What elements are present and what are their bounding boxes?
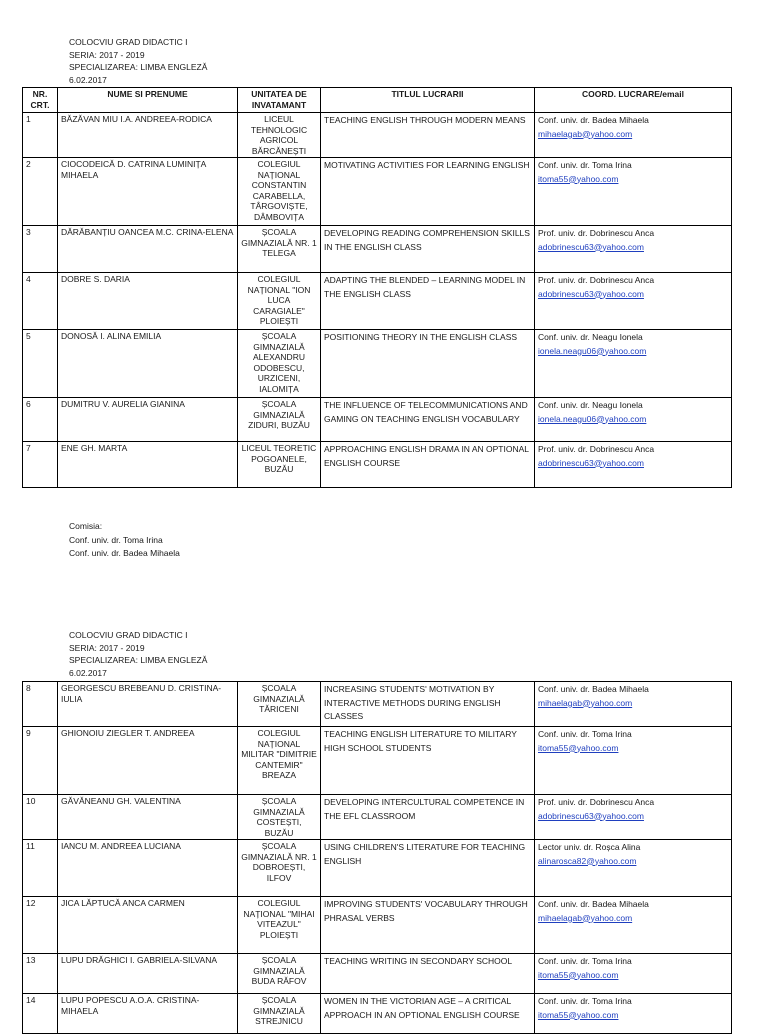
table-row	[23, 795, 732, 840]
row-nr: 1	[23, 113, 58, 158]
table-row	[23, 113, 732, 158]
row-title: MOTIVATING ACTIVITIES FOR LEARNING ENGLISH	[321, 158, 535, 226]
row-unit: ȘCOALA GIMNAZIALĂ STREJNICU	[238, 994, 321, 1034]
coordinator-name: Conf. univ. dr. Toma Irina	[538, 160, 632, 170]
row-title: IMPROVING STUDENTS' VOCABULARY THROUGH PHRASAL VERBS	[321, 897, 535, 954]
document-header-repeat	[69, 629, 207, 679]
row-nr: 12	[23, 897, 58, 954]
row-unit: COLEGIUL NAȚIONAL "ION LUCA CARAGIALE" PLOIEȘTI	[238, 273, 321, 330]
coordinator-email-link[interactable]: adobrinescu63@yahoo.com	[538, 288, 644, 299]
candidates-table-2	[22, 681, 732, 1034]
header-specializarea: SPECIALIZAREA: LIMBA ENGLEZĂ	[69, 62, 208, 72]
row-nr: 9	[23, 727, 58, 795]
row-title: TEACHING ENGLISH LITERATURE TO MILITARY HIGH SCHOOL STUDENTS	[321, 727, 535, 795]
header-seria: SERIA: 2017 - 2019	[69, 642, 145, 653]
coordinator-name: Prof. univ. dr. Dobrinescu Anca	[538, 228, 655, 238]
row-title: POSITIONING THEORY IN THE ENGLISH CLASS	[321, 330, 535, 398]
coordinator-name: Conf. univ. dr. Badea Mihaela	[538, 115, 649, 125]
row-coordinator	[535, 682, 732, 727]
row-nr: 6	[23, 398, 58, 442]
row-nr: 13	[23, 954, 58, 994]
table-row	[23, 226, 732, 273]
coordinator-email-link[interactable]: itoma55@yahoo.com	[538, 173, 619, 184]
coordinator-email-link[interactable]: adobrinescu63@yahoo.com	[538, 810, 644, 821]
row-coordinator	[535, 226, 732, 273]
column-header-title: TITLUL LUCRARII	[321, 88, 535, 113]
table-row	[23, 442, 732, 488]
row-coordinator	[535, 273, 732, 330]
row-unit: COLEGIUL NAȚIONAL "MIHAI VITEAZUL" PLOIEȘTI	[238, 897, 321, 954]
row-nr: 14	[23, 994, 58, 1034]
table-row	[23, 330, 732, 398]
table-row	[23, 840, 732, 897]
header-seria: SERIA: 2017 - 2019	[69, 49, 145, 60]
row-title: TEACHING WRITING IN SECONDARY SCHOOL	[321, 954, 535, 994]
row-coordinator	[535, 954, 732, 994]
row-nr: 11	[23, 840, 58, 897]
commission-member: Conf. univ. dr. Badea Mihaela	[69, 548, 180, 558]
row-name: GHIONOIU ZIEGLER T. ANDREEA	[58, 727, 238, 795]
commission-block	[69, 520, 180, 561]
row-nr: 3	[23, 226, 58, 273]
row-coordinator	[535, 897, 732, 954]
row-title: THE INFLUENCE OF TELECOMMUNICATIONS AND GAMING ON TEACHING ENGLISH VOCABULARY	[321, 398, 535, 442]
table-row	[23, 897, 732, 954]
coordinator-name: Prof. univ. dr. Dobrinescu Anca	[538, 797, 655, 807]
table-header-row	[23, 88, 732, 113]
row-name: LUPU POPESCU A.O.A. CRISTINA-MIHAELA	[58, 994, 238, 1034]
row-coordinator	[535, 113, 732, 158]
coordinator-name: Conf. univ. dr. Neagu Ionela	[538, 400, 643, 410]
header-specializarea: SPECIALIZAREA: LIMBA ENGLEZĂ	[69, 655, 208, 665]
row-unit: ȘCOALA GIMNAZIALĂ BUDA RĂFOV	[238, 954, 321, 994]
row-name: GEORGESCU BREBEANU D. CRISTINA-IULIA	[58, 682, 238, 727]
coordinator-email-link[interactable]: mihaelagab@yahoo.com	[538, 128, 633, 139]
coordinator-name: Conf. univ. dr. Badea Mihaela	[538, 684, 649, 694]
row-name: ENE GH. MARTA	[58, 442, 238, 488]
header-date: 6.02.2017	[69, 667, 107, 678]
row-unit: ȘCOALA GIMNAZIALĂ TĂRICENI	[238, 682, 321, 727]
candidates-table-1	[22, 87, 732, 488]
row-title: DEVELOPING READING COMPREHENSION SKILLS IN THE ENGLISH CLASS	[321, 226, 535, 273]
column-header-name: NUME SI PRENUME	[58, 88, 238, 113]
row-unit: LICEUL TEORETIC POGOANELE, BUZĂU	[238, 442, 321, 488]
row-name: DOBRE S. DARIA	[58, 273, 238, 330]
row-coordinator	[535, 727, 732, 795]
column-header-unit: UNITATEA DE INVATAMANT	[238, 88, 321, 113]
row-nr: 5	[23, 330, 58, 398]
row-title: USING CHILDREN'S LITERATURE FOR TEACHING ENGLISH	[321, 840, 535, 897]
row-unit: ȘCOALA GIMNAZIALĂ ALEXANDRU ODOBESCU, URZICENI, IALOMIȚA	[238, 330, 321, 398]
coordinator-name: Lector univ. dr. Roșca Alina	[538, 842, 641, 852]
table-row	[23, 994, 732, 1034]
row-name: DUMITRU V. AURELIA GIANINA	[58, 398, 238, 442]
row-title: ADAPTING THE BLENDED – LEARNING MODEL IN THE ENGLISH CLASS	[321, 273, 535, 330]
row-nr: 7	[23, 442, 58, 488]
row-unit: ȘCOALA GIMNAZIALĂ ZIDURI, BUZĂU	[238, 398, 321, 442]
coordinator-name: Prof. univ. dr. Dobrinescu Anca	[538, 275, 655, 285]
table-row	[23, 273, 732, 330]
coordinator-name: Conf. univ. dr. Badea Mihaela	[538, 899, 649, 909]
row-title: DEVELOPING INTERCULTURAL COMPETENCE IN THE EFL CLASSROOM	[321, 795, 535, 840]
coordinator-email-link[interactable]: adobrinescu63@yahoo.com	[538, 457, 644, 468]
commission-label: Comisia:	[69, 521, 103, 531]
table-row	[23, 682, 732, 727]
row-nr: 4	[23, 273, 58, 330]
row-name: DONOSĂ I. ALINA EMILIA	[58, 330, 238, 398]
coordinator-name: Conf. univ. dr. Neagu Ionela	[538, 332, 643, 342]
column-header-nr: NR. CRT.	[23, 88, 58, 113]
coordinator-email-link[interactable]: ionela.neagu06@yahoo.com	[538, 345, 647, 356]
header-colocviu: COLOCVIU GRAD DIDACTIC I	[69, 37, 188, 47]
coordinator-email-link[interactable]: itoma55@yahoo.com	[538, 1009, 619, 1020]
coordinator-email-link[interactable]: itoma55@yahoo.com	[538, 969, 619, 980]
row-unit: COLEGIUL NAȚIONAL MILITAR "DIMITRIE CANTEMIR" BREAZA	[238, 727, 321, 795]
table-row	[23, 158, 732, 226]
table-row	[23, 954, 732, 994]
header-colocviu: COLOCVIU GRAD DIDACTIC I	[69, 630, 188, 640]
row-coordinator	[535, 330, 732, 398]
coordinator-email-link[interactable]: mihaelagab@yahoo.com	[538, 697, 633, 708]
row-unit: ȘCOALA GIMNAZIALĂ NR. 1 TELEGA	[238, 226, 321, 273]
row-name: DĂRĂBANȚIU OANCEA M.C. CRINA-ELENA	[58, 226, 238, 273]
row-coordinator	[535, 398, 732, 442]
row-unit: COLEGIUL NAȚIONAL CONSTANTIN CARABELLA, TÂRGOVIȘTE, DÂMBOVIȚA	[238, 158, 321, 226]
table-row	[23, 727, 732, 795]
row-coordinator	[535, 158, 732, 226]
coordinator-email-link[interactable]: ionela.neagu06@yahoo.com	[538, 413, 647, 424]
table-row	[23, 398, 732, 442]
row-title: APPROACHING ENGLISH DRAMA IN AN OPTIONAL ENGLISH COURSE	[321, 442, 535, 488]
row-coordinator	[535, 840, 732, 897]
coordinator-email-link[interactable]: itoma55@yahoo.com	[538, 742, 619, 753]
row-nr: 10	[23, 795, 58, 840]
row-nr: 8	[23, 682, 58, 727]
row-coordinator	[535, 795, 732, 840]
row-unit: LICEUL TEHNOLOGIC AGRICOL BĂRCĂNEȘTI	[238, 113, 321, 158]
coordinator-name: Conf. univ. dr. Toma Irina	[538, 729, 632, 739]
coordinator-email-link[interactable]: mihaelagab@yahoo.com	[538, 912, 633, 923]
row-coordinator	[535, 442, 732, 488]
row-name: IANCU M. ANDREEA LUCIANA	[58, 840, 238, 897]
coordinator-name: Conf. univ. dr. Toma Irina	[538, 956, 632, 966]
row-name: GĂVĂNEANU GH. VALENTINA	[58, 795, 238, 840]
row-nr: 2	[23, 158, 58, 226]
row-coordinator	[535, 994, 732, 1034]
row-title: TEACHING ENGLISH THROUGH MODERN MEANS	[321, 113, 535, 158]
row-name: JICA LĂPTUCĂ ANCA CARMEN	[58, 897, 238, 954]
row-unit: ȘCOALA GIMNAZIALĂ NR. 1 DOBROEȘTI, ILFOV	[238, 840, 321, 897]
row-name: CIOCODEICĂ D. CATRINA LUMINIȚA MIHAELA	[58, 158, 238, 226]
row-title: WOMEN IN THE VICTORIAN AGE – A CRITICAL APPROACH IN AN OPTIONAL ENGLISH COURSE	[321, 994, 535, 1034]
commission-member: Conf. univ. dr. Toma Irina	[69, 534, 163, 545]
row-name: LUPU DRĂGHICI I. GABRIELA-SILVANA	[58, 954, 238, 994]
coordinator-name: Prof. univ. dr. Dobrinescu Anca	[538, 444, 655, 454]
column-header-coord: COORD. LUCRARE/email	[535, 88, 732, 113]
coordinator-email-link[interactable]: alinarosca82@yahoo.com	[538, 855, 637, 866]
row-name: BĂZĂVAN MIU I.A. ANDREEA-RODICA	[58, 113, 238, 158]
row-unit: ȘCOALA GIMNAZIALĂ COSTEȘTI, BUZĂU	[238, 795, 321, 840]
row-title: INCREASING STUDENTS' MOTIVATION BY INTERACTIVE METHODS DURING ENGLISH CLASSES	[321, 682, 535, 727]
header-date: 6.02.2017	[69, 74, 107, 85]
document-header	[69, 36, 207, 86]
coordinator-email-link[interactable]: adobrinescu63@yahoo.com	[538, 241, 644, 252]
coordinator-name: Conf. univ. dr. Toma Irina	[538, 996, 632, 1006]
